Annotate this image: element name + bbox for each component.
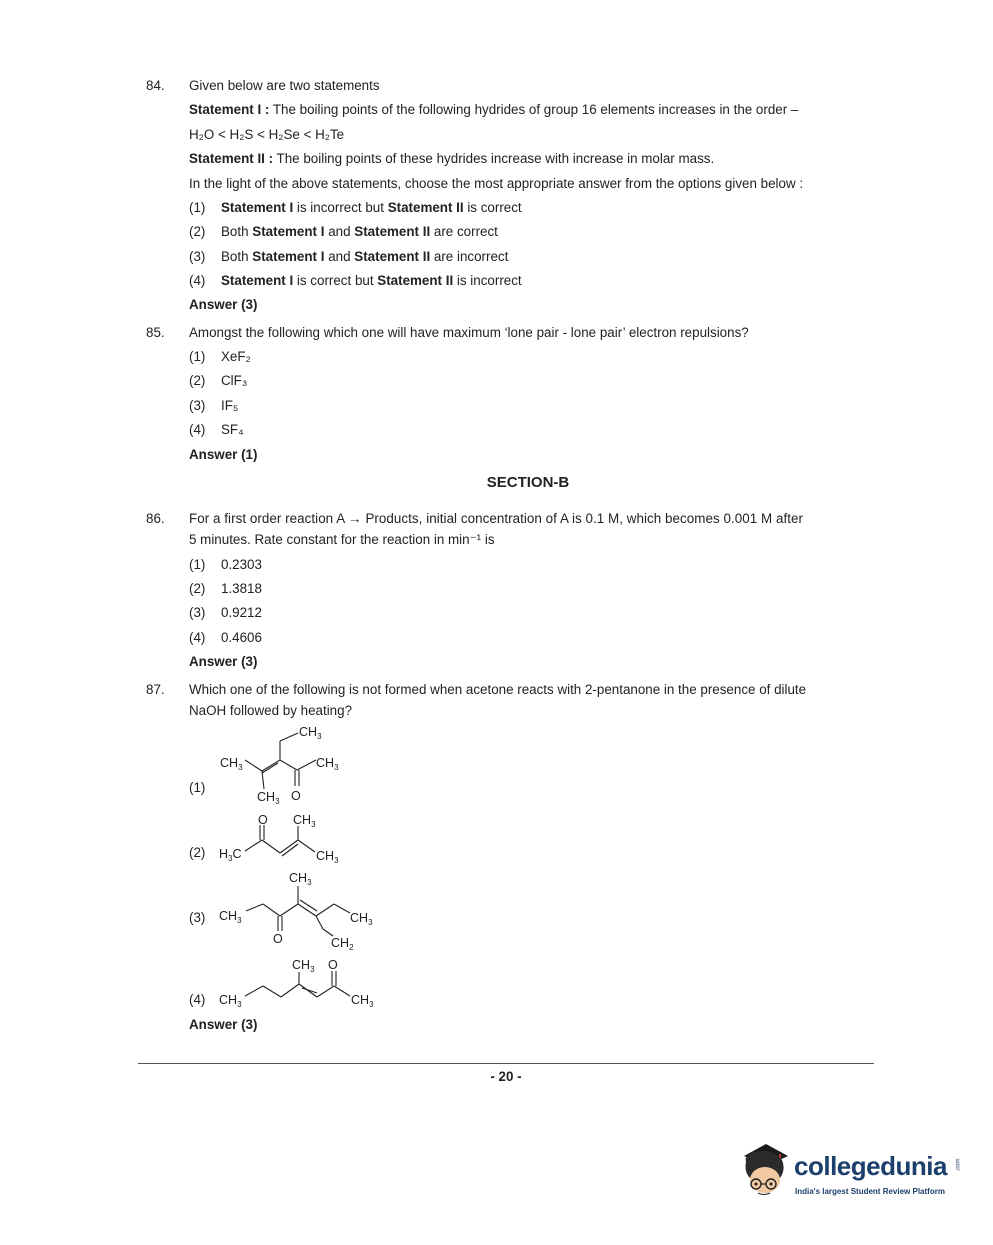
option-3: (3) IF₅ (189, 398, 239, 413)
option-2-label: (2) (189, 845, 206, 860)
option-2: (2) 1.3818 (189, 581, 262, 596)
section-heading: SECTION-B (486, 474, 570, 491)
option-1: (1) 0.2303 (189, 557, 262, 572)
question-number: 86. (146, 511, 165, 526)
s3-ch3-left: $CH_3$ (219, 909, 242, 925)
option-2: (2) Both Statement I and Statement II are correct (189, 224, 498, 239)
option-2: (2) ClF₃ (189, 373, 248, 388)
option-1-label: (1) (189, 780, 206, 795)
statement-1-text: The boiling points of the following hydrides of group 16 elements increases in the order – (269, 102, 799, 117)
logo-com-text: .com (955, 1158, 962, 1172)
answer: Answer (3) (189, 654, 258, 669)
statement-2-label: Statement II : (189, 151, 274, 166)
question-number: 84. (146, 78, 165, 93)
question-line-2: 5 minutes. Rate constant for the reaction in min⁻¹ is (189, 532, 495, 547)
option-4-label: (4) (189, 992, 206, 1007)
question-line-1: Which one of the following is not formed when acetone reacts with 2-pentanone in the presence of dilute (189, 682, 807, 697)
s4-ch3-right: $CH_3$ (351, 993, 374, 1009)
option-4: (4) SF₄ (189, 422, 244, 437)
instruction: In the light of the above statements, choose the most appropriate answer from the options given below : (189, 176, 804, 191)
option-1: (1) XeF₂ (189, 349, 251, 364)
s2-oxygen: O (258, 813, 268, 827)
structure-2 (245, 825, 315, 856)
s3-ch3-right: $CH_3$ (350, 911, 373, 927)
question-number: 87. (146, 682, 165, 697)
s4-ch3-left: $CH_3$ (219, 993, 242, 1009)
s4-oxygen: O (328, 958, 338, 972)
statement-1-label: Statement I : (189, 102, 270, 117)
logo-tagline: India's largest Student Review Platform (795, 1187, 945, 1196)
s2-ch3-top: $CH_3$ (293, 813, 316, 829)
option-3-label: (3) (189, 910, 206, 925)
question-line-1: For a first order reaction A → Products, initial concentration of A is 0.1 M, which becomes 0.001 M after (189, 511, 804, 526)
option-3: (3) 0.9212 (189, 605, 262, 620)
logo-brand-text: collegedunia (794, 1151, 947, 1181)
s3-ch2: $CH_2$ (331, 936, 354, 952)
s1-oxygen: O (291, 789, 301, 803)
structure-4 (245, 971, 350, 997)
question-number: 85. (146, 325, 165, 340)
statement-2-text: The boiling points of these hydrides increase with increase in molar mass. (273, 151, 715, 166)
answer: Answer (1) (189, 447, 258, 462)
s2-ch3-right: $CH_3$ (316, 849, 339, 865)
option-4: (4) Statement I is correct but Statement II is incorrect (189, 273, 522, 288)
statement-1-order: H₂O < H₂S < H₂Se < H₂Te (189, 127, 345, 142)
s4-ch3-top: $CH_3$ (292, 958, 315, 974)
option-1: (1) Statement I is incorrect but Statement II is correct (189, 200, 522, 215)
structure-1 (245, 733, 316, 789)
question-line-2: NaOH followed by heating? (189, 703, 353, 718)
s1-ch3-bottom: $CH_3$ (257, 790, 280, 806)
structure-3 (246, 886, 350, 936)
answer: Answer (3) (189, 297, 258, 312)
footer-rule (138, 1063, 874, 1064)
question-intro: Given below are two statements (189, 78, 380, 93)
s1-ch3-left: $CH_3$ (220, 756, 243, 772)
answer: Answer (3) (189, 1017, 258, 1032)
option-3: (3) Both Statement I and Statement II are incorrect (189, 249, 509, 264)
s1-ch3-right: $CH_3$ (316, 756, 339, 772)
s2-h3c: $H_3C$ (219, 847, 242, 863)
page-number: - 20 - (490, 1069, 522, 1084)
s1-ch3-top: $CH_3$ (299, 725, 322, 741)
option-4: (4) 0.4606 (189, 630, 262, 645)
s3-oxygen: O (273, 932, 283, 946)
s3-ch3-top: $CH_3$ (289, 871, 312, 887)
question-text: Amongst the following which one will have maximum ‘lone pair - lone pair’ electron repulsions? (189, 325, 749, 340)
